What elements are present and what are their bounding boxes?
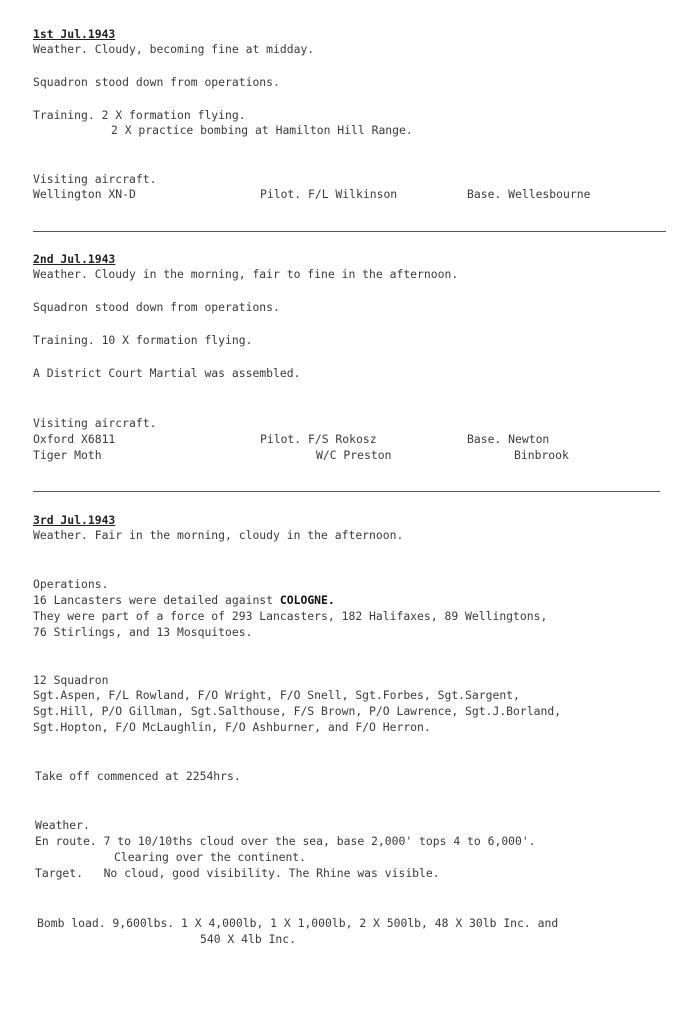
target-line: Target. No cloud, good visibility. The Rhine was visible. bbox=[35, 866, 440, 880]
bomb-load-line: Bomb load. 9,600lbs. 1 X 4,000lb, 1 X 1,000lb, 2 X 500lb, 48 X 30lb Inc. and bbox=[37, 916, 559, 930]
visiting-aircraft: Wellington XN-D bbox=[33, 187, 136, 201]
visiting-base: Base. Newton bbox=[467, 432, 550, 446]
operations-line: 16 Lancasters were detailed against COLOGNE. bbox=[33, 593, 335, 607]
weather-line: Weather. Fair in the morning, cloudy in the afternoon. bbox=[33, 528, 404, 542]
status-line: Squadron stood down from operations. bbox=[33, 300, 280, 314]
visiting-aircraft: Oxford X6811 bbox=[33, 432, 116, 446]
weather-heading: Weather. bbox=[35, 818, 90, 832]
crew-line: Sgt.Hopton, F/O McLaughlin, F/O Ashburner, and F/O Herron. bbox=[33, 720, 431, 734]
operations-heading: Operations. bbox=[33, 577, 109, 591]
visiting-base: Binbrook bbox=[514, 448, 569, 462]
squadron-heading: 12 Squadron bbox=[33, 673, 109, 687]
crew-line: Sgt.Aspen, F/L Rowland, F/O Wright, F/O Snell, Sgt.Forbes, Sgt.Sargent, bbox=[33, 688, 520, 702]
status-line: Squadron stood down from operations. bbox=[33, 75, 280, 89]
weather-line: Weather. Cloudy, becoming fine at midday. bbox=[33, 42, 315, 56]
visiting-pilot: W/C Preston bbox=[316, 448, 392, 462]
enroute-line: En route. 7 to 10/10ths cloud over the sea, base 2,000' tops 4 to 6,000'. bbox=[35, 834, 536, 848]
visiting-heading: Visiting aircraft. bbox=[33, 172, 157, 186]
enroute-line: Clearing over the continent. bbox=[114, 850, 307, 864]
entry-date: 1st Jul.1943 bbox=[33, 27, 116, 41]
visiting-pilot: Pilot. F/L Wilkinson bbox=[260, 187, 398, 201]
entry-date: 3rd Jul.1943 bbox=[33, 513, 116, 527]
separator-line bbox=[33, 491, 660, 492]
note-line: A District Court Martial was assembled. bbox=[33, 366, 301, 380]
training-line: 2 X practice bombing at Hamilton Hill Range. bbox=[111, 123, 413, 137]
operations-target: COLOGNE. bbox=[279, 593, 335, 607]
visiting-pilot: Pilot. F/S Rokosz bbox=[260, 432, 377, 446]
training-line: Training. 2 X formation flying. bbox=[33, 108, 246, 122]
separator-line bbox=[33, 231, 666, 232]
operations-line: They were part of a force of 293 Lancasters, 182 Halifaxes, 89 Wellingtons, bbox=[33, 609, 548, 623]
visiting-heading: Visiting aircraft. bbox=[33, 416, 157, 430]
visiting-aircraft: Tiger Moth bbox=[33, 448, 102, 462]
crew-line: Sgt.Hill, P/O Gillman, Sgt.Salthouse, F/S Brown, P/O Lawrence, Sgt.J.Borland, bbox=[33, 704, 562, 718]
operations-line: 76 Stirlings, and 13 Mosquitoes. bbox=[33, 625, 253, 639]
visiting-base: Base. Wellesbourne bbox=[467, 187, 591, 201]
bomb-load-line: 540 X 4lb Inc. bbox=[200, 932, 297, 946]
weather-line: Weather. Cloudy in the morning, fair to fine in the afternoon. bbox=[33, 267, 459, 281]
training-line: Training. 10 X formation flying. bbox=[33, 333, 253, 347]
entry-date: 2nd Jul.1943 bbox=[33, 252, 116, 266]
takeoff-line: Take off commenced at 2254hrs. bbox=[35, 769, 241, 783]
